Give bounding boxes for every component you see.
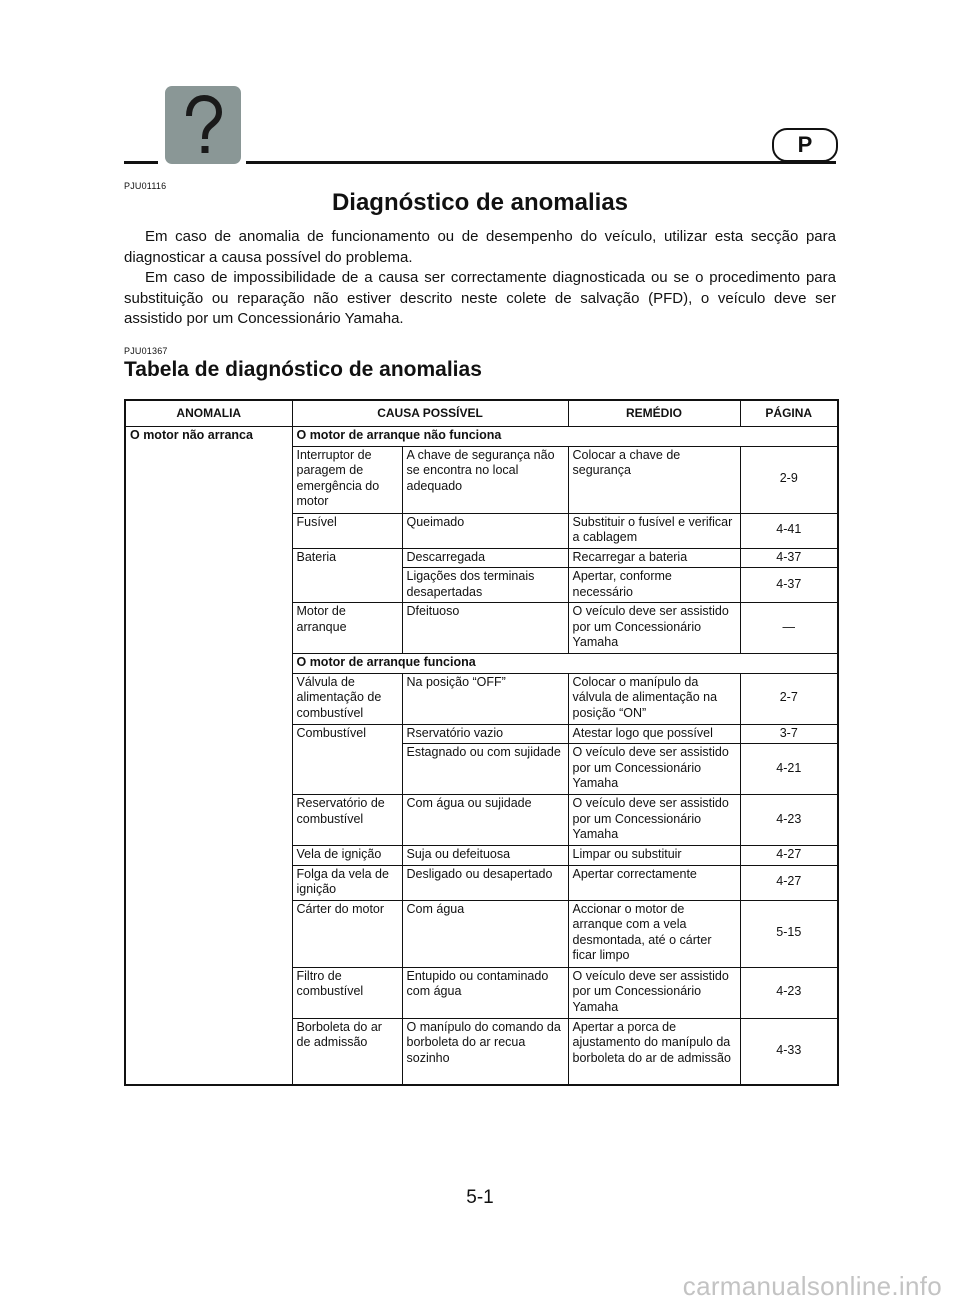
- cause-cell: Suja ou defeituosa: [402, 846, 568, 866]
- remedy-cell: O veículo deve ser assistido por um Concessionário Yamaha: [568, 795, 740, 846]
- page-cell: 4-21: [740, 744, 838, 795]
- remedy-cell: O veículo deve ser assistido por um Concessionário Yamaha: [568, 744, 740, 795]
- cause-cell: Entupido ou contaminado com água: [402, 967, 568, 1018]
- part-cell: Filtro de combustível: [292, 967, 402, 1018]
- page-cell: 3-7: [740, 724, 838, 744]
- cause-cell: O manípulo do comando da borboleta do ar recua sozinho: [402, 1018, 568, 1085]
- cause-cell: Com água: [402, 900, 568, 967]
- intro-paragraph-1: Em caso de anomalia de funcionamento ou de desempenho do veículo, utilizar esta secção para diagnosticar a causa possível do problema.: [124, 228, 836, 266]
- remedy-cell: Colocar a chave de segurança: [568, 446, 740, 513]
- header-rule-left: [124, 161, 158, 164]
- table-section-code: PJU01367: [124, 346, 168, 356]
- cause-cell: Desligado ou desapertado: [402, 865, 568, 900]
- page-cell: 4-23: [740, 967, 838, 1018]
- intro-paragraph-2: Em caso de impossibilidade de a causa ser correctamente diagnosticada ou se o procedimento para substituição ou reparação não estiver descrito neste colete de salvação (PFD), o veículo deve ser assistido por um Concessionário Yamaha.: [124, 269, 836, 327]
- table-header-row: [125, 400, 838, 427]
- page-cell: 4-37: [740, 568, 838, 603]
- page-cell: 4-23: [740, 795, 838, 846]
- part-cell: Cárter do motor: [292, 900, 402, 967]
- remedy-cell: Apertar correctamente: [568, 865, 740, 900]
- header-remedio: REMÉDIO: [568, 400, 740, 427]
- remedy-cell: Accionar o motor de arranque com a vela desmontada, até o cárter ficar limpo: [568, 900, 740, 967]
- part-cell: Fusível: [292, 513, 402, 548]
- part-cell: Borboleta do ar de admissão: [292, 1018, 402, 1085]
- header-pagina: PÁGINA: [740, 400, 838, 427]
- page-cell: 2-9: [740, 446, 838, 513]
- group-heading: O motor de arranque não funciona: [292, 427, 838, 447]
- section-code: PJU01116: [124, 181, 167, 191]
- header-rule-right: [246, 161, 836, 164]
- anomaly-cell: O motor não arranca: [125, 427, 292, 1086]
- group-heading: O motor de arranque funciona: [292, 654, 838, 674]
- page-cell: 4-27: [740, 846, 838, 866]
- page-cell: 4-33: [740, 1018, 838, 1085]
- remedy-cell: O veículo deve ser assistido por um Concessionário Yamaha: [568, 967, 740, 1018]
- table-row: [125, 427, 838, 447]
- watermark: carmanualsonline.info: [682, 1271, 942, 1301]
- cause-cell: Com água ou sujidade: [402, 795, 568, 846]
- page-cell: —: [740, 603, 838, 654]
- page-title: Diagnóstico de anomalias: [331, 189, 629, 216]
- remedy-cell: Apertar a porca de ajustamento do manípulo da borboleta do ar de admissão: [568, 1018, 740, 1085]
- page-cell: 4-41: [740, 513, 838, 548]
- header-anomalia: ANOMALIA: [125, 400, 292, 427]
- page-cell: 2-7: [740, 673, 838, 724]
- cause-cell: Ligações dos terminais desapertadas: [402, 568, 568, 603]
- part-cell: Folga da vela de ignição: [292, 865, 402, 900]
- diagnostic-table: [124, 399, 839, 1086]
- part-cell: Reservatório de combustível: [292, 795, 402, 846]
- cause-cell: Estagnado ou com sujidade: [402, 744, 568, 795]
- cause-cell: A chave de segurança não se encontra no local adequado: [402, 446, 568, 513]
- remedy-cell: Substituir o fusível e verificar a cablagem: [568, 513, 740, 548]
- cause-cell: Rservatório vazio: [402, 724, 568, 744]
- question-mark-icon: [165, 86, 241, 164]
- page-cell: 4-27: [740, 865, 838, 900]
- part-cell: Combustível: [292, 724, 402, 795]
- header-causa: CAUSA POSSÍVEL: [292, 400, 568, 427]
- remedy-cell: Atestar logo que possível: [568, 724, 740, 744]
- page-cell: 4-37: [740, 548, 838, 568]
- page-number: 5-1: [466, 1187, 494, 1208]
- intro-text: [124, 227, 836, 330]
- cause-cell: Dfeituoso: [402, 603, 568, 654]
- page-cell: 5-15: [740, 900, 838, 967]
- part-cell: Interruptor de paragem de emergência do motor: [292, 446, 402, 513]
- table-title: Tabela de diagnóstico de anomalias: [124, 358, 482, 381]
- remedy-cell: Apertar, conforme necessário: [568, 568, 740, 603]
- language-badge: P: [772, 128, 838, 162]
- remedy-cell: Recarregar a bateria: [568, 548, 740, 568]
- remedy-cell: Limpar ou substituir: [568, 846, 740, 866]
- part-cell: Bateria: [292, 548, 402, 603]
- cause-cell: Na posição “OFF”: [402, 673, 568, 724]
- cause-cell: Queimado: [402, 513, 568, 548]
- remedy-cell: Colocar o manípulo da válvula de alimentação na posição “ON”: [568, 673, 740, 724]
- cause-cell: Descarregada: [402, 548, 568, 568]
- part-cell: Válvula de alimentação de combustível: [292, 673, 402, 724]
- remedy-cell: O veículo deve ser assistido por um Concessionário Yamaha: [568, 603, 740, 654]
- part-cell: Motor de arranque: [292, 603, 402, 654]
- part-cell: Vela de ignição: [292, 846, 402, 866]
